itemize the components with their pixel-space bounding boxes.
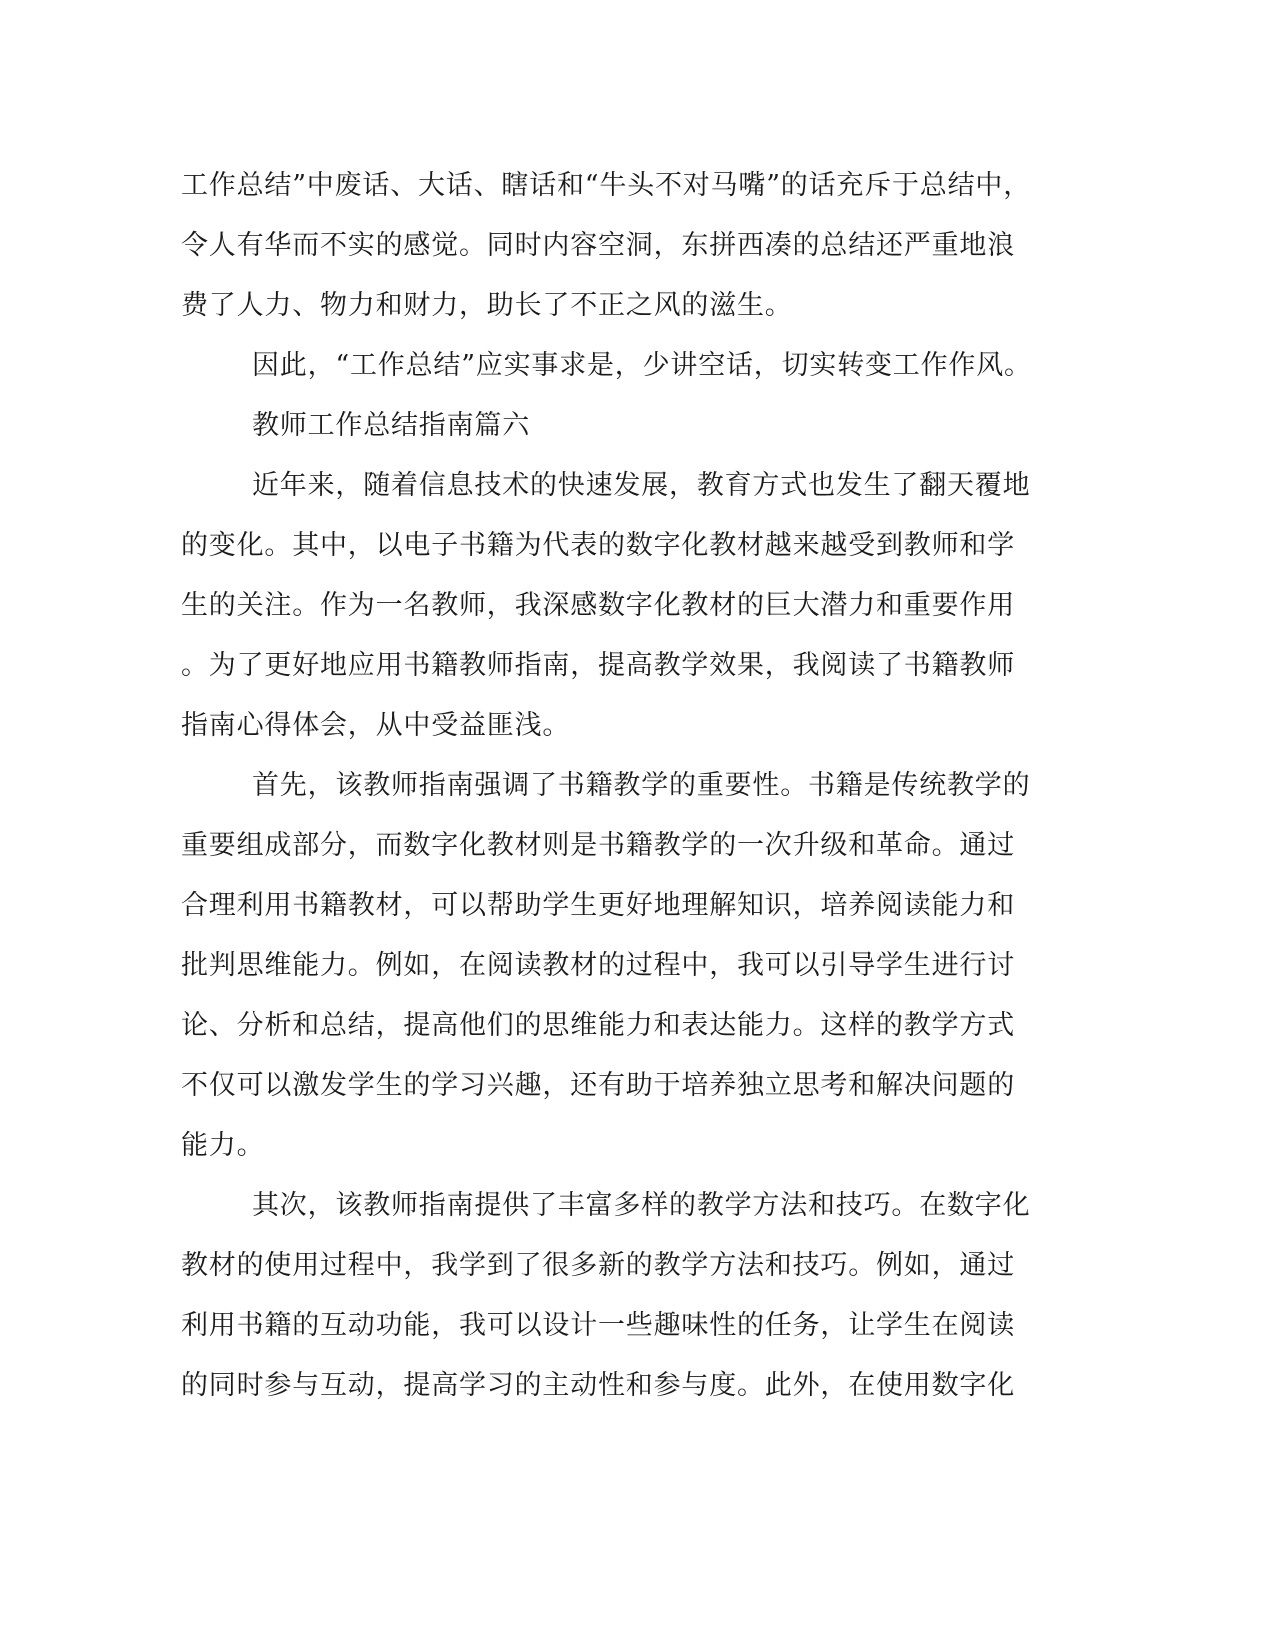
document-body — [181, 156, 1041, 1416]
text-line: 能力。 — [181, 1130, 265, 1161]
text-line: 令人有华而不实的感觉。同时内容空洞，东拼西凑的总结还严重地浪 — [181, 230, 1015, 261]
text-line: 论、分析和总结，提高他们的思维能力和表达能力。这样的教学方式 — [181, 1010, 1015, 1041]
text-line: 的变化。其中，以电子书籍为代表的数字化教材越来越受到教师和学 — [181, 530, 1015, 561]
text-line: 。为了更好地应用书籍教师指南，提高教学效果，我阅读了书籍教师 — [181, 650, 1015, 681]
text-line: 合理利用书籍教材，可以帮助学生更好地理解知识，培养阅读能力和 — [181, 890, 1015, 921]
text-line: 近年来，随着信息技术的快速发展，教育方式也发生了翻天覆地 — [252, 470, 1031, 501]
text-line: 的同时参与互动，提高学习的主动性和参与度。此外，在使用数字化 — [181, 1370, 1015, 1401]
text-line: 利用书籍的互动功能，我可以设计一些趣味性的任务，让学生在阅读 — [181, 1310, 1015, 1341]
text-line: 指南心得体会，从中受益匪浅。 — [181, 710, 571, 741]
text-line: 重要组成部分，而数字化教材则是书籍教学的一次升级和革命。通过 — [181, 830, 1015, 861]
text-line: 工作总结”中废话、大话、瞎话和“牛头不对马嘴”的话充斥于总结中， — [181, 170, 1032, 201]
text-line: 因此，“工作总结”应实事求是，少讲空话，切实转变工作作风。 — [252, 350, 1032, 381]
text-line: 生的关注。作为一名教师，我深感数字化教材的巨大潜力和重要作用 — [181, 590, 1015, 621]
text-line: 批判思维能力。例如，在阅读教材的过程中，我可以引导学生进行讨 — [181, 950, 1015, 981]
text-line: 其次，该教师指南提供了丰富多样的教学方法和技巧。在数字化 — [252, 1190, 1031, 1221]
section-heading: 教师工作总结指南篇六 — [252, 410, 530, 441]
text-line: 费了人力、物力和财力，助长了不正之风的滋生。 — [181, 290, 793, 321]
text-line: 教材的使用过程中，我学到了很多新的教学方法和技巧。例如，通过 — [181, 1250, 1015, 1281]
text-line: 不仅可以激发学生的学习兴趣，还有助于培养独立思考和解决问题的 — [181, 1070, 1015, 1101]
text-line: 首先，该教师指南强调了书籍教学的重要性。书籍是传统教学的 — [252, 770, 1031, 801]
